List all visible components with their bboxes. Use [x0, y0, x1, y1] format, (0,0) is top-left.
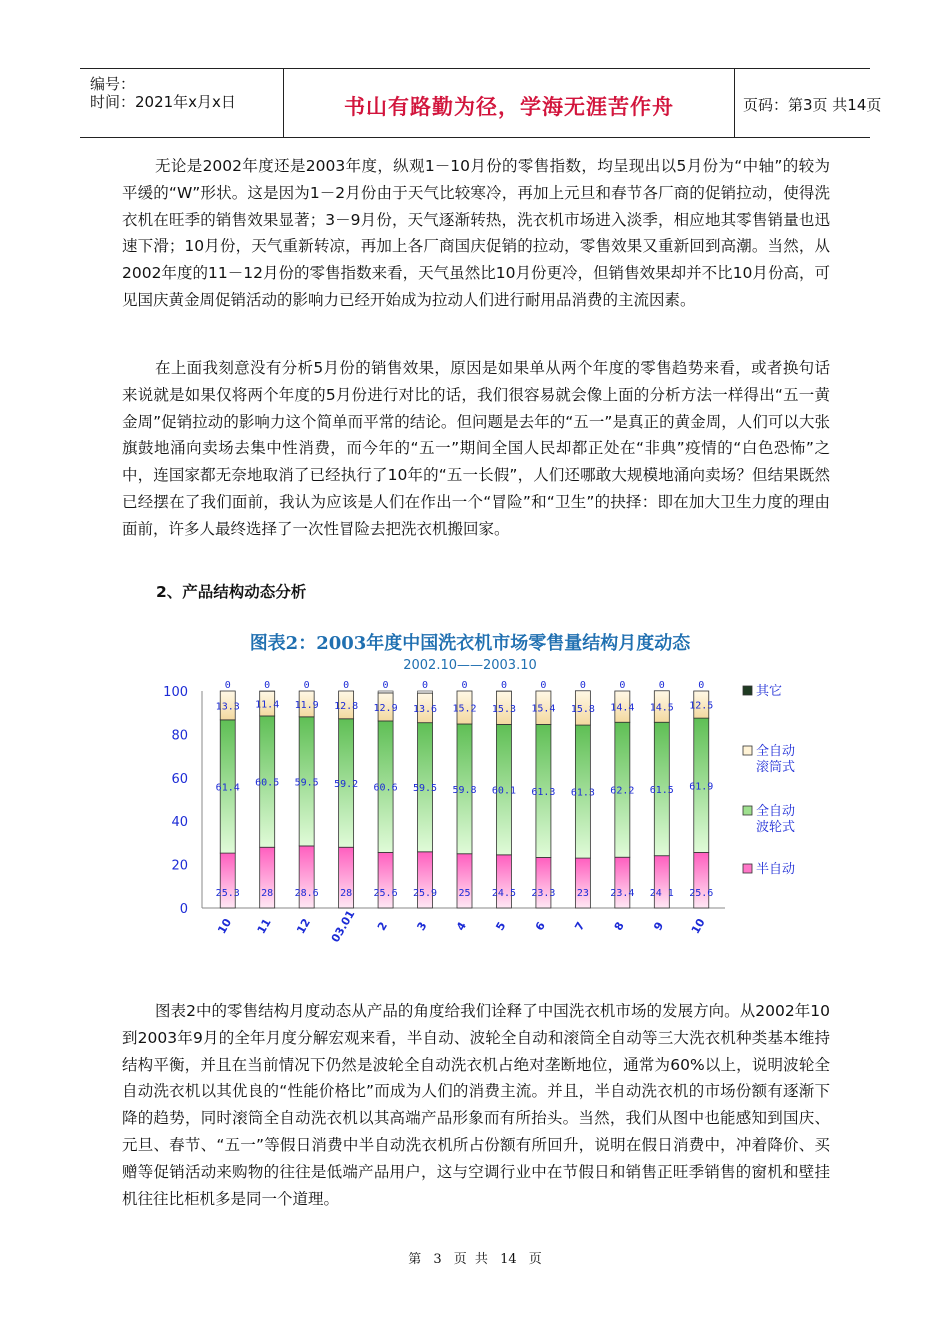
legend-label: 全自动 [756, 744, 796, 759]
chart-subtitle: 2002.10——2003.10 [403, 658, 537, 673]
data-label-other: 0 [579, 680, 586, 691]
legend-label: 全自动 [756, 804, 796, 819]
paragraph-2: 在上面我刻意没有分析5月份的销售效果，原因是如果单从两个年度的零售趋势来看，或者换句话来说就是如果仅将两个年度的5月份进行对比的话，我们很容易就会像上面的分析方法一样得出“五一黄金周”促销拉动的影响力这个简单而平常的结论。但问题是去年的“五一”是真正的黄金周，人们可以大张旗鼓地涌向卖场去集中性消费，而今年的“五一”期间全国人民却都正处在“非典”疫情的“白色恐怖”之中，连国家都无奈地取消了已经执行了10年的“五一长假”，人们还哪敢大规模地涌向卖场？但结果既然已经摆在了我们面前，我认为应该是人们在作出一个“冒险”和“卫生”的抉择：即在加大卫生力度的理由面前，许多人最终选择了一次性冒险去把洗衣机搬回家。 [122, 359, 830, 538]
x-tick-label: 03.01 [328, 907, 358, 945]
header-page-cell [735, 69, 882, 137]
data-label-roller: 59.5 [294, 777, 319, 789]
header-table [80, 68, 882, 138]
data-label-semi-auto: 23.3 [531, 888, 556, 899]
bar-segment-semi-auto [694, 852, 709, 908]
x-tick-label: 11 [254, 916, 274, 937]
bar-segment-semi-auto [654, 856, 669, 908]
bar-segment-semi-auto [418, 852, 433, 908]
y-tick-label: 60 [171, 771, 188, 787]
data-label-drum: 14.5 [649, 702, 674, 714]
data-label-other: 0 [382, 680, 389, 691]
stacked-bar-chart [150, 625, 800, 960]
legend-label: 半自动 [756, 862, 796, 877]
data-label-drum: 15.3 [491, 703, 517, 715]
data-label-semi-auto: 25 [458, 888, 471, 899]
legend-swatch [743, 746, 752, 755]
y-tick-label: 80 [171, 728, 188, 744]
x-tick-label: 5 [493, 919, 509, 933]
data-label-semi-auto: 28.6 [294, 888, 319, 899]
y-tick-label: 100 [163, 685, 188, 700]
footer-mid: 页 共 [453, 1252, 488, 1267]
data-label-drum: 12.8 [334, 700, 359, 712]
data-label-roller: 60.5 [255, 777, 280, 789]
data-label-roller: 61.3 [531, 786, 556, 798]
x-tick-label: 10 [688, 916, 708, 937]
data-label-drum: 12.9 [373, 702, 398, 714]
legend-swatch [743, 806, 752, 815]
legend-swatch [743, 686, 752, 695]
legend-swatch [743, 864, 752, 873]
header-motto-cell [284, 69, 735, 137]
data-label-other: 0 [619, 680, 626, 691]
data-label-semi-auto: 28 [340, 888, 353, 899]
paragraph-3: 图表2中的零售结构月度动态从产品的角度给我们诠释了中国洗衣机市场的发展方向。从2002年10到2003年9月的全年月度分解宏观来看，半自动、波轮全自动和滚筒全自动等三大洗衣机种类基本维持结构平衡，并且在当前情况下仍然是波轮全自动洗衣机占绝对垄断地位，通常为60%以上，说明波轮全自动洗衣机以其优良的“性能价格比”而成为人们的消费主流。并且，半自动洗衣机的市场份额有逐渐下降的趋势，同时滚筒全自动洗衣机以其高端产品形象而有所抬头。当然，我们从图中也能感知到国庆、元旦、春节、“五一”等假日消费中半自动洗衣机所占份额有所回升，说明在假日消费中，冲着降价、买赠等促销活动来购物的往往是低端产品用户，这与空调行业中在节假日和销售正旺季销售的窗机和壁挂机往往比柜机多是同一个道理。 [122, 1002, 830, 1208]
data-label-semi-auto: 23.4 [610, 888, 635, 899]
x-tick-label: 9 [651, 919, 667, 933]
data-label-roller: 59.2 [334, 779, 359, 791]
legend-label: 滚筒式 [756, 760, 796, 775]
data-label-drum: 11.4 [255, 699, 280, 711]
footer-total: 14 [500, 1252, 517, 1267]
data-label-other: 0 [264, 680, 271, 691]
data-label-other: 0 [658, 680, 665, 691]
bar-segment-semi-auto [536, 857, 551, 908]
data-label-semi-auto: 25.9 [412, 888, 438, 899]
footer-prefix: 第 [408, 1252, 422, 1267]
data-label-roller: 61.5 [649, 784, 674, 796]
chart-title: 图表2：2003年度中国洗衣机市场零售量结构月度动态 [249, 633, 691, 654]
legend-label: 其它 [756, 684, 783, 699]
header-motto: 书山有路勤为径，学海无涯苦作舟 [344, 95, 674, 119]
data-label-other: 0 [422, 680, 429, 691]
data-label-drum: 11.9 [294, 699, 319, 711]
y-tick-label: 40 [171, 815, 188, 831]
data-label-roller: 62.2 [610, 785, 635, 797]
data-label-semi-auto: 25.6 [373, 888, 398, 899]
data-label-other: 0 [224, 680, 231, 691]
data-label-other: 0 [303, 680, 310, 691]
data-label-semi-auto: 25.3 [215, 888, 240, 899]
page-footer [0, 1248, 950, 1267]
x-tick-label: 3 [414, 919, 430, 933]
data-label-other: 0 [698, 680, 705, 691]
data-label-semi-auto: 23 [576, 888, 589, 899]
x-tick-label: 2 [375, 919, 391, 933]
data-label-roller: 60.1 [491, 785, 517, 797]
data-label-roller: 61.9 [689, 781, 714, 793]
data-label-roller: 61.3 [570, 787, 595, 799]
data-label-drum: 14.4 [610, 702, 635, 714]
data-label-drum: 13.3 [215, 701, 240, 713]
data-label-roller: 61.4 [215, 782, 240, 794]
data-label-roller: 59.8 [452, 784, 477, 796]
data-label-semi-auto: 24 1 [649, 888, 674, 899]
x-tick-label: 6 [532, 919, 548, 933]
x-tick-label: 7 [572, 919, 588, 933]
bar-segment-semi-auto [378, 852, 393, 908]
data-label-semi-auto: 24.5 [491, 888, 517, 899]
x-tick-label: 8 [611, 919, 627, 933]
document-date: 时间：2021年x月x日 [90, 93, 236, 111]
y-tick-label: 0 [179, 902, 188, 917]
bar-segment-semi-auto [615, 857, 630, 908]
data-label-other: 0 [540, 680, 547, 691]
section-title: 2、产品结构动态分析 [156, 583, 307, 601]
data-label-other: 0 [500, 680, 507, 691]
footer-page: 3 [433, 1252, 442, 1267]
legend-label: 波轮式 [756, 820, 796, 835]
data-label-other: 0 [461, 680, 468, 691]
paragraph-1: 无论是2002年度还是2003年度，纵观1－10月份的零售指数，均呈现出以5月份为“中轴”的较为平缓的“W”形状。这是因为1－2月份由于天气比较寒冷，再加上元旦和春节各厂商的促销拉动，使得洗衣机在旺季的销售效果显著；3－9月份，天气逐渐转热，洗衣机市场进入淡季，相应地其零售销量也迅速下滑；10月份，天气重新转凉，再加上各厂商国庆促销的拉动，零售效果又重新回到高潮。当然，从2002年度的11－12月份的零售指数来看，天气虽然比10月份更冷，但销售效果却并不比10月份高，可见国庆黄金周促销活动的影响力已经开始成为拉动人们进行耐用品消费的主流因素。 [122, 157, 830, 309]
data-label-semi-auto: 28 [261, 888, 274, 899]
data-label-drum: 15.4 [531, 703, 556, 715]
bar-segment-semi-auto [457, 854, 472, 908]
header-page-number: 页码：第3页 共14页 [743, 96, 882, 114]
data-label-roller: 59.5 [412, 783, 438, 795]
data-label-drum: 13.6 [412, 703, 438, 715]
x-tick-label: 10 [215, 916, 235, 937]
data-label-drum: 12.5 [689, 700, 714, 712]
x-tick-label: 12 [294, 916, 314, 937]
data-label-drum: 15.8 [570, 703, 595, 715]
x-tick-label: 4 [453, 919, 470, 933]
y-tick-label: 20 [171, 858, 188, 874]
document-number: 编号： [90, 75, 136, 93]
data-label-semi-auto: 25.6 [689, 888, 714, 899]
bar-segment-semi-auto [575, 858, 590, 908]
header-meta-cell [80, 69, 284, 137]
bar-segment-semi-auto [220, 853, 235, 908]
data-label-other: 0 [343, 680, 350, 691]
data-label-roller: 60.6 [373, 782, 398, 794]
footer-suffix: 页 [528, 1252, 542, 1267]
bar-segment-semi-auto [496, 855, 511, 908]
data-label-drum: 15.2 [452, 703, 477, 715]
